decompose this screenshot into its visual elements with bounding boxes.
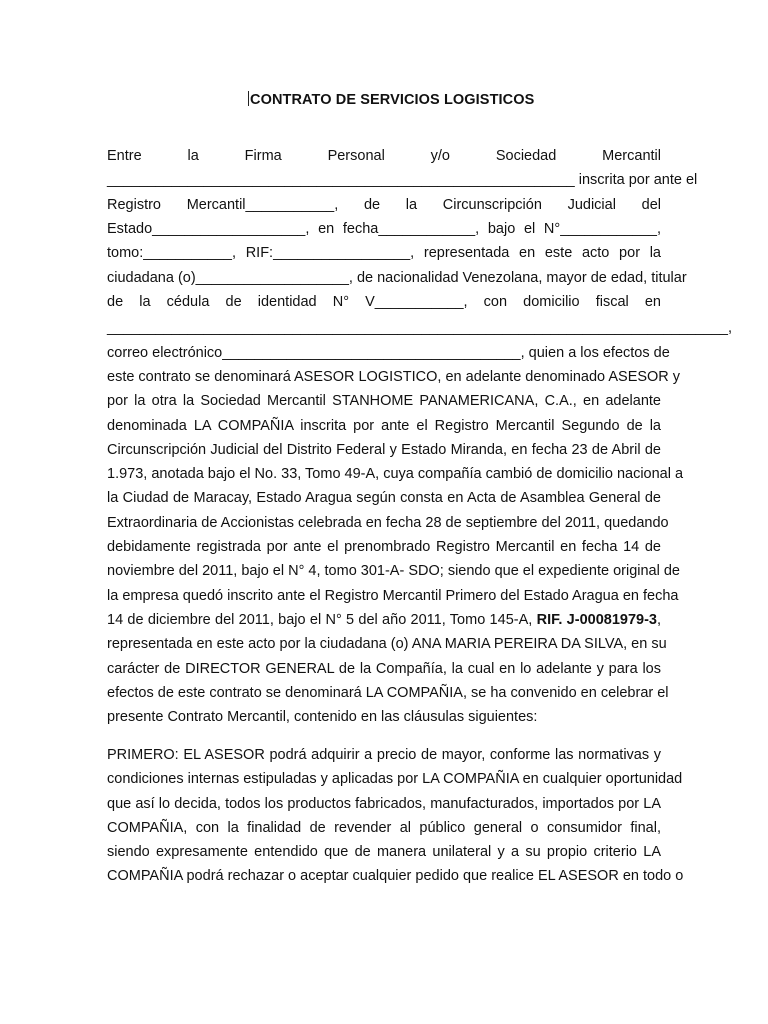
text-line: representada en este acto por la ciudadana (o) ANA MARIA PEREIRA DA SILVA, en su <box>107 636 667 652</box>
text-line-rif: 14 de diciembre del 2011, bajo el N° 5 del año 2011, Tomo 145-A, RIF. J-00081979-3, <box>107 612 662 628</box>
text-line: Registro Mercantil___________, de la Circunscripción Judicial del <box>107 197 661 213</box>
text-line: COMPAÑIA podrá rechazar o aceptar cualquier pedido que realice EL ASESOR en todo o <box>107 868 684 884</box>
rif-number: RIF. J-00081979-3 <box>536 612 657 628</box>
text-line: noviembre del 2011, bajo el N° 4, tomo 301-A- SDO; siendo que el expediente original de <box>107 563 680 579</box>
text-line: Estado___________________, en fecha____________, bajo el N°____________, <box>107 221 661 237</box>
document-title: CONTRATO DE SERVICIOS LOGISTICOS <box>250 92 535 108</box>
text-cursor <box>248 91 249 106</box>
text-line: ciudadana (o)___________________, de nacionalidad Venezolana, mayor de edad, titular <box>107 270 687 286</box>
text-line: por la otra la Sociedad Mercantil STANHOME PANAMERICANA, C.A., en adelante <box>107 393 661 409</box>
text-line: carácter de DIRECTOR GENERAL de la Compañía, la cual en lo adelante y para los <box>107 661 661 677</box>
text-line: este contrato se denominará ASESOR LOGISTICO, en adelante denominado ASESOR y <box>107 369 681 385</box>
text-line: correo electrónico_____________________________________, quien a los efectos de <box>107 345 670 361</box>
text-line: presente Contrato Mercantil, contenido en las cláusulas siguientes: <box>107 709 538 725</box>
text-line: __________________________________________________________ inscrita por ante el <box>107 172 698 188</box>
text-line: Entre la Firma Personal y/o Sociedad Mercantil <box>107 148 661 164</box>
text-line: que así lo decida, todos los productos fabricados, manufacturados, importados por LA <box>107 796 661 812</box>
text-line: de la cédula de identidad N° V___________, con domicilio fiscal en <box>107 294 661 310</box>
text-line: COMPAÑIA, con la finalidad de revender al público general o consumidor final, <box>107 820 661 836</box>
text-line: la empresa quedó inscrito ante el Registro Mercantil Primero del Estado Aragua en fecha <box>107 588 679 604</box>
text-line: tomo:___________, RIF:_________________, representada en este acto por la <box>107 245 661 261</box>
text-line: condiciones internas estipuladas y aplicadas por LA COMPAÑIA en cualquier oportunidad <box>107 771 683 787</box>
text-line: efectos de este contrato se denominará LA COMPAÑIA, se ha convenido en celebrar el <box>107 685 669 701</box>
text-line: 1.973, anotada bajo el No. 33, Tomo 49-A, cuya compañía cambió de domicilio nacional a <box>107 466 684 482</box>
text-line: Circunscripción Judicial del Distrito Federal y Estado Miranda, en fecha 23 de Abril de <box>107 442 661 458</box>
text-line: la Ciudad de Maracay, Estado Aragua según consta en Acta de Asamblea General de <box>107 490 661 506</box>
text-line: _____________________________________________________________________________, <box>107 320 732 336</box>
text-line: Extraordinaria de Accionistas celebrada en fecha 28 de septiembre del 2011, quedando <box>107 515 669 531</box>
text-line: siendo expresamente entendido que de manera unilateral y a su propio criterio LA <box>107 844 661 860</box>
text-line: debidamente registrada por ante el prenombrado Registro Mercantil en fecha 14 de <box>107 539 661 555</box>
text-line: PRIMERO: EL ASESOR podrá adquirir a precio de mayor, conforme las normativas y <box>107 747 661 763</box>
text-line: denominada LA COMPAÑIA inscrita por ante el Registro Mercantil Segundo de la <box>107 418 661 434</box>
